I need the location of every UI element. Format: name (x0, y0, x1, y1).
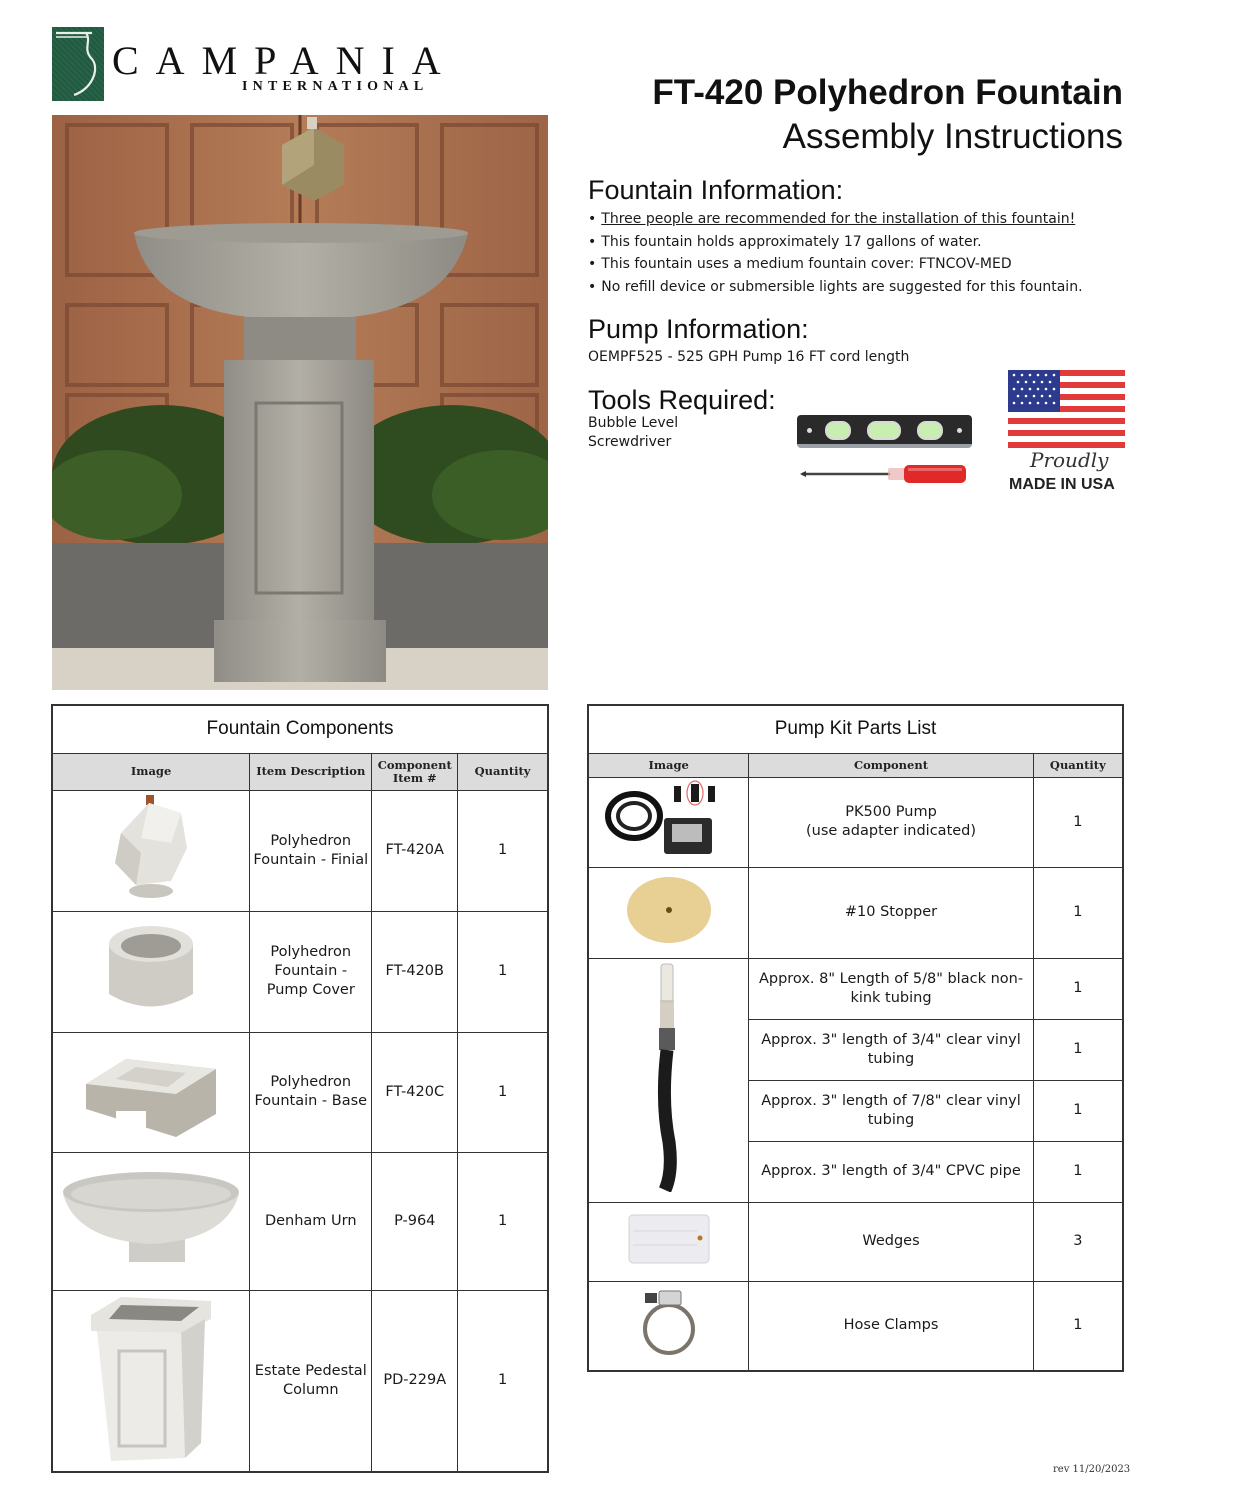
table-row (52, 1152, 548, 1290)
table-row (52, 1032, 548, 1152)
revision-date: rev 11/20/2023 (1053, 1464, 1131, 1475)
fountain-info-list (588, 208, 1083, 298)
component-quantity: 1 (1033, 1281, 1123, 1371)
item-description: Polyhedron Fountain - Finial (250, 790, 372, 911)
component-name: Hose Clamps (749, 1281, 1033, 1371)
component-quantity: 3 (1033, 1202, 1123, 1281)
wedges-image (588, 1202, 749, 1281)
campania-logo (52, 27, 458, 102)
item-quantity: 1 (458, 1032, 548, 1152)
table-row (588, 867, 1123, 958)
component-quantity: 1 (1033, 777, 1123, 867)
base-image (52, 1032, 250, 1152)
finial-image (52, 790, 250, 911)
table-title: Pump Kit Parts List (588, 705, 1123, 753)
table-row (52, 911, 548, 1032)
fountain-info-heading: Fountain Information: (588, 175, 844, 205)
item-description: Polyhedron Fountain - Base (250, 1032, 372, 1152)
component-name: PK500 Pump (use adapter indicated) (749, 777, 1033, 867)
component-quantity: 1 (1033, 1080, 1123, 1141)
column-header: Item Description (250, 753, 372, 790)
table-row (588, 777, 1123, 867)
table-row (588, 1281, 1123, 1371)
tools-heading: Tools Required: (588, 385, 776, 415)
table-row (588, 1202, 1123, 1281)
hose-clamp-image (588, 1281, 749, 1371)
table-row (52, 1290, 548, 1472)
pump-info-heading: Pump Information: (588, 314, 809, 344)
tool-item: Bubble Level (588, 415, 679, 431)
item-number: P-964 (372, 1152, 458, 1290)
brand-subtitle: INTERNATIONAL (242, 79, 429, 94)
info-item: • This fountain uses a medium fountain cover: FTNCOV-MED (588, 253, 1083, 276)
tubing-image (588, 958, 749, 1202)
item-number: FT-420B (372, 911, 458, 1032)
item-number: FT-420C (372, 1032, 458, 1152)
brand-name: CAMPANIA (112, 38, 458, 83)
item-description: Denham Urn (250, 1152, 372, 1290)
proudly-script: Proudly (1030, 448, 1109, 472)
component-name: Wedges (749, 1202, 1033, 1281)
item-quantity: 1 (458, 1290, 548, 1472)
component-name: Approx. 3" length of 7/8" clear vinyl tubing (749, 1080, 1033, 1141)
column-header: Component Item # (372, 753, 458, 790)
item-quantity: 1 (458, 911, 548, 1032)
column-header: Image (52, 753, 250, 790)
us-flag-icon (1008, 370, 1125, 448)
urn-image (52, 1152, 250, 1290)
page-title: FT-420 Polyhedron Fountain (652, 73, 1123, 112)
pump-info-text: OEMPF525 - 525 GPH Pump 16 FT cord length (588, 349, 910, 365)
table-row (588, 958, 1123, 1019)
component-name: Approx. 3" length of 3/4" clear vinyl tubing (749, 1019, 1033, 1080)
made-in-usa-label: MADE IN USA (1009, 476, 1115, 493)
urn-logo-icon (52, 27, 104, 101)
item-quantity: 1 (458, 1152, 548, 1290)
pump-image (588, 777, 749, 867)
page-subtitle: Assembly Instructions (782, 117, 1123, 156)
info-item: • Three people are recommended for the installation of this fountain! (588, 208, 1083, 231)
column-header: Quantity (1033, 753, 1123, 777)
item-description: Polyhedron Fountain - Pump Cover (250, 911, 372, 1032)
screwdriver-icon (800, 463, 966, 485)
column-header: Image (588, 753, 749, 777)
pedestal-image (52, 1290, 250, 1472)
tool-item: Screwdriver (588, 434, 672, 450)
table-row (52, 790, 548, 911)
component-quantity: 1 (1033, 958, 1123, 1019)
item-number: PD-229A (372, 1290, 458, 1472)
bubble-level-icon (797, 415, 972, 448)
table-title: Fountain Components (52, 705, 548, 753)
stopper-image (588, 867, 749, 958)
fountain-photo (52, 115, 548, 690)
item-quantity: 1 (458, 790, 548, 911)
pump-kit-table (587, 704, 1124, 1372)
column-header: Quantity (458, 753, 548, 790)
pump-cover-image (52, 911, 250, 1032)
column-header: Component (749, 753, 1033, 777)
component-name: #10 Stopper (749, 867, 1033, 958)
component-name: Approx. 3" length of 3/4" CPVC pipe (749, 1141, 1033, 1202)
item-number: FT-420A (372, 790, 458, 911)
item-description: Estate Pedestal Column (250, 1290, 372, 1472)
component-quantity: 1 (1033, 867, 1123, 958)
info-item: • No refill device or submersible lights are suggested for this fountain. (588, 276, 1083, 299)
info-item: • This fountain holds approximately 17 gallons of water. (588, 231, 1083, 254)
component-name: Approx. 8" Length of 5/8" black non- kink tubing (749, 958, 1033, 1019)
component-quantity: 1 (1033, 1141, 1123, 1202)
fountain-components-table (51, 704, 549, 1473)
component-quantity: 1 (1033, 1019, 1123, 1080)
